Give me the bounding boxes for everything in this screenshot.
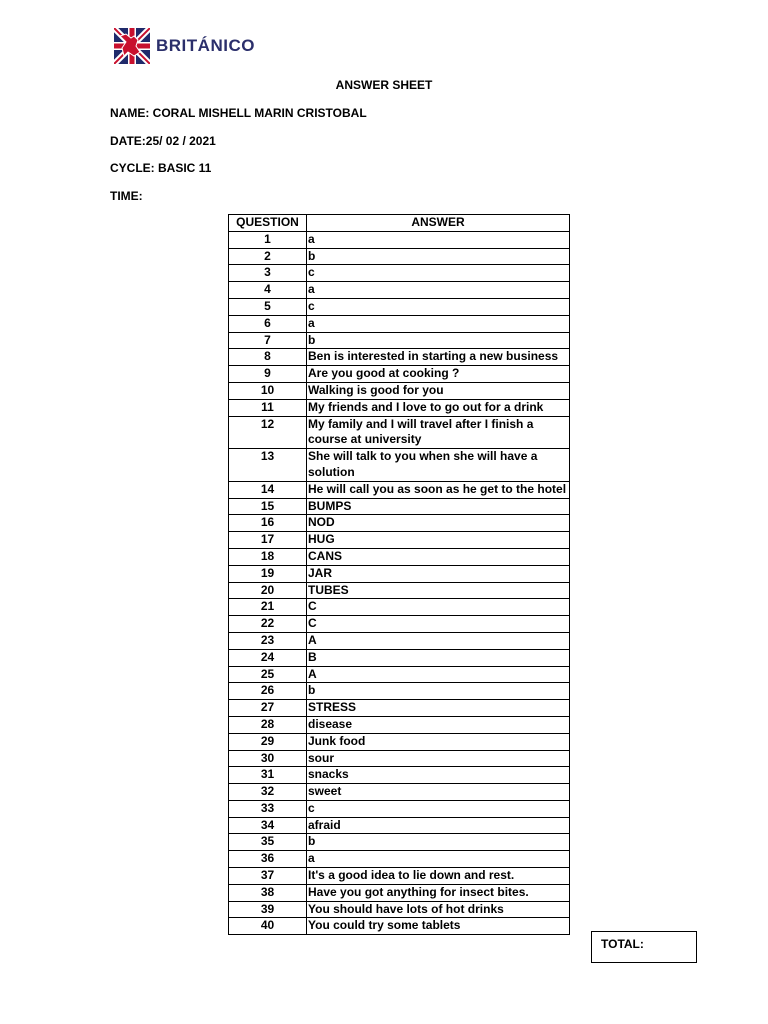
table-row: [229, 282, 570, 299]
table-row: [229, 599, 570, 616]
question-number: 8: [229, 349, 307, 366]
answer-text: c: [307, 800, 570, 817]
question-number: 35: [229, 834, 307, 851]
question-number: 21: [229, 599, 307, 616]
answer-text: TUBES: [307, 582, 570, 599]
answer-text: Have you got anything for insect bites.: [307, 884, 570, 901]
answer-text: BUMPS: [307, 498, 570, 515]
answer-column-header: ANSWER: [307, 215, 570, 232]
date-field: DATE:25/ 02 / 2021: [110, 134, 216, 148]
question-number: 37: [229, 868, 307, 885]
page-title: ANSWER SHEET: [335, 78, 433, 92]
name-field: NAME: CORAL MISHELL MARIN CRISTOBAL: [110, 106, 367, 120]
question-number: 24: [229, 649, 307, 666]
table-row: [229, 700, 570, 717]
question-number: 33: [229, 800, 307, 817]
question-number: 34: [229, 817, 307, 834]
question-number: 2: [229, 248, 307, 265]
table-row: [229, 750, 570, 767]
question-number: 18: [229, 548, 307, 565]
answer-text: disease: [307, 716, 570, 733]
table-row: [229, 231, 570, 248]
answer-text: A: [307, 666, 570, 683]
table-row: [229, 498, 570, 515]
question-number: 1: [229, 231, 307, 248]
question-number: 16: [229, 515, 307, 532]
answer-text: sweet: [307, 784, 570, 801]
answer-text: Junk food: [307, 733, 570, 750]
table-row: [229, 666, 570, 683]
table-row: [229, 649, 570, 666]
table-row: [229, 298, 570, 315]
time-field: TIME:: [110, 189, 143, 203]
table-row: [229, 532, 570, 549]
answer-text: It's a good idea to lie down and rest.: [307, 868, 570, 885]
table-row: [229, 565, 570, 582]
table-row: [229, 449, 570, 482]
question-number: 13: [229, 449, 307, 482]
question-number: 32: [229, 784, 307, 801]
question-number: 7: [229, 332, 307, 349]
answer-text: My family and I will travel after I finish a course at university: [307, 416, 570, 449]
answer-text: B: [307, 649, 570, 666]
answer-text: a: [307, 315, 570, 332]
table-row: [229, 416, 570, 449]
answer-text: NOD: [307, 515, 570, 532]
brand-logo: [114, 28, 255, 64]
table-row: [229, 399, 570, 416]
table-row: [229, 632, 570, 649]
answer-text: c: [307, 265, 570, 282]
britanico-logo-icon: [114, 28, 150, 64]
table-row: [229, 733, 570, 750]
question-number: 20: [229, 582, 307, 599]
question-number: 39: [229, 901, 307, 918]
answer-text: JAR: [307, 565, 570, 582]
answer-text: snacks: [307, 767, 570, 784]
answer-text: You could try some tablets: [307, 918, 570, 935]
answer-text: a: [307, 231, 570, 248]
table-row: [229, 834, 570, 851]
answer-text: HUG: [307, 532, 570, 549]
table-row: [229, 548, 570, 565]
question-number: 22: [229, 616, 307, 633]
table-row: [229, 851, 570, 868]
table-row: [229, 366, 570, 383]
question-number: 25: [229, 666, 307, 683]
answer-text: C: [307, 599, 570, 616]
answer-text: b: [307, 332, 570, 349]
answer-text: a: [307, 851, 570, 868]
question-number: 40: [229, 918, 307, 935]
answer-text: CANS: [307, 548, 570, 565]
question-number: 12: [229, 416, 307, 449]
question-number: 4: [229, 282, 307, 299]
answer-text: Are you good at cooking ?: [307, 366, 570, 383]
cycle-field: CYCLE: BASIC 11: [110, 161, 212, 175]
table-row: [229, 817, 570, 834]
question-number: 30: [229, 750, 307, 767]
question-number: 5: [229, 298, 307, 315]
question-number: 17: [229, 532, 307, 549]
answer-text: You should have lots of hot drinks: [307, 901, 570, 918]
question-number: 27: [229, 700, 307, 717]
table-row: [229, 884, 570, 901]
question-number: 23: [229, 632, 307, 649]
table-row: [229, 349, 570, 366]
question-number: 29: [229, 733, 307, 750]
answer-text: STRESS: [307, 700, 570, 717]
answer-text: Ben is interested in starting a new business: [307, 349, 570, 366]
question-number: 28: [229, 716, 307, 733]
question-number: 15: [229, 498, 307, 515]
table-row: [229, 265, 570, 282]
table-row: [229, 248, 570, 265]
question-number: 19: [229, 565, 307, 582]
question-number: 38: [229, 884, 307, 901]
answer-text: sour: [307, 750, 570, 767]
question-number: 11: [229, 399, 307, 416]
total-box: [591, 931, 697, 963]
question-number: 6: [229, 315, 307, 332]
answer-text: Walking is good for you: [307, 382, 570, 399]
table-row: [229, 901, 570, 918]
table-row: [229, 716, 570, 733]
answer-text: a: [307, 282, 570, 299]
question-number: 9: [229, 366, 307, 383]
table-row: [229, 481, 570, 498]
answer-text: afraid: [307, 817, 570, 834]
question-number: 31: [229, 767, 307, 784]
table-row: [229, 868, 570, 885]
table-row: [229, 332, 570, 349]
question-number: 36: [229, 851, 307, 868]
question-column-header: QUESTION: [229, 215, 307, 232]
question-number: 14: [229, 481, 307, 498]
answer-text: She will talk to you when she will have a solution: [307, 449, 570, 482]
question-number: 10: [229, 382, 307, 399]
table-row: [229, 515, 570, 532]
answer-text: b: [307, 683, 570, 700]
question-number: 3: [229, 265, 307, 282]
answer-text: He will call you as soon as he get to the hotel: [307, 481, 570, 498]
table-row: [229, 382, 570, 399]
answer-text: A: [307, 632, 570, 649]
table-row: [229, 800, 570, 817]
answer-text: b: [307, 834, 570, 851]
table-row: [229, 315, 570, 332]
question-number: 26: [229, 683, 307, 700]
total-label: TOTAL:: [601, 937, 644, 951]
table-row: [229, 918, 570, 935]
answer-text: C: [307, 616, 570, 633]
table-row: [229, 784, 570, 801]
table-row: [229, 582, 570, 599]
answer-table: [228, 214, 570, 935]
table-row: [229, 616, 570, 633]
answer-text: b: [307, 248, 570, 265]
answer-text: My friends and I love to go out for a drink: [307, 399, 570, 416]
table-row: [229, 683, 570, 700]
brand-name: BRITÁNICO: [156, 36, 255, 55]
answer-text: c: [307, 298, 570, 315]
table-header-row: [229, 215, 570, 232]
table-row: [229, 767, 570, 784]
